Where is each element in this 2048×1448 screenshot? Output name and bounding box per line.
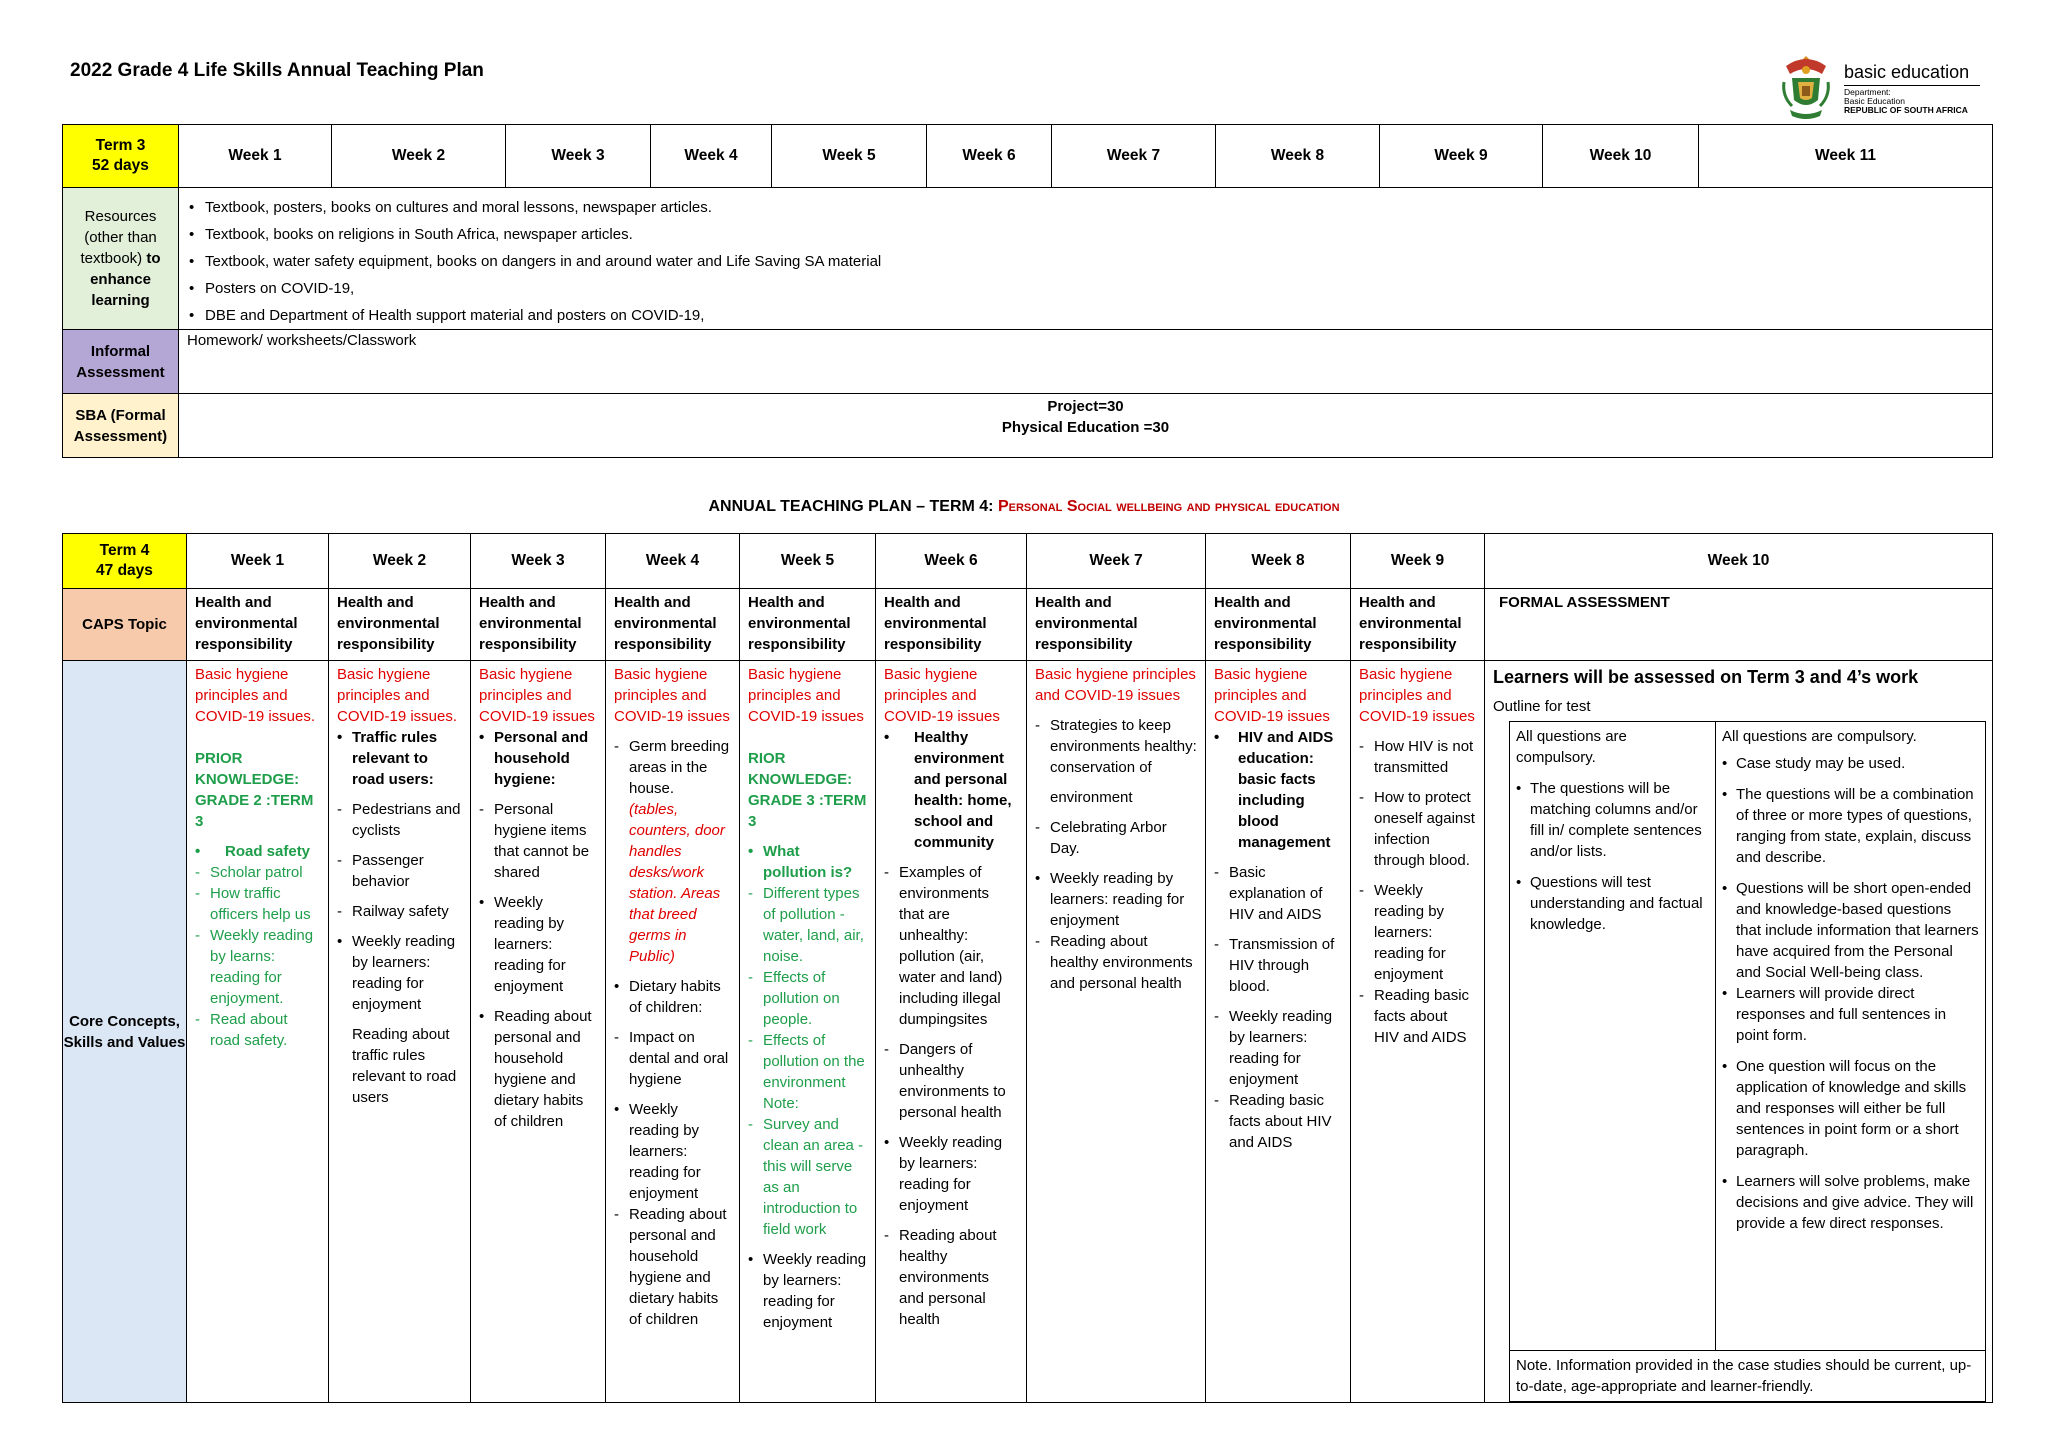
term3-week-header: Week 2: [332, 125, 506, 188]
term4-week-header: Week 9: [1351, 534, 1485, 589]
sba-label: SBA (Formal Assessment): [63, 394, 179, 458]
core-concepts-label: Core Concepts, Skills and Values: [63, 661, 187, 1403]
logo-divider: [1844, 85, 1980, 86]
page-title: 2022 Grade 4 Life Skills Annual Teaching Plan: [70, 60, 484, 81]
term4-week-header: Week 7: [1027, 534, 1206, 589]
term4-week-header: Week 6: [876, 534, 1027, 589]
term4-week-header: Week 10: [1485, 534, 1993, 589]
term3-week-header: Week 8: [1216, 125, 1380, 188]
week6-content: Basic hygiene principles and COVID-19 issues • Healthy environment and personal health: home, school and community - Examples of environments that are unhealthy: pollution (air, water and land) including illegal dumpingsites - Dangers of unhealthy environments to personal health • Weekly reading by learners: reading for enjoyment - Reading about healthy environments and personal health: [876, 661, 1027, 1403]
resources-content: [179, 188, 1993, 330]
informal-assessment-content: Homework/ worksheets/Classwork: [179, 330, 1993, 394]
test-outline-table: [1509, 721, 1986, 1402]
resource-item: • Textbook, books on religions in South Africa, newspaper articles.: [205, 221, 1992, 248]
week4-content: Basic hygiene principles and COVID-19 issues - Germ breeding areas in the house. (tables, counters, door handles desks/work station. Areas that breed germs in Public) • Dietary habits of children: - Impact on dental and oral hygiene • Weekly reading by learners: reading for enjoyment - Reading about personal and household hygiene and dietary habits of children: [606, 661, 740, 1403]
week5-content: Basic hygiene principles and COVID-19 issues RIOR KNOWLEDGE: GRADE 3 :TERM 3 • What pollution is? - Different types of pollution - water, land, air, noise. - Effects of pollution on people. - Effects of pollution on the environment Note: - Survey and clean an area - this will serve as an introduction to field work • Weekly reading by learners: reading for enjoyment: [740, 661, 876, 1403]
term4-label: Term 4 47 days: [63, 534, 187, 589]
term4-week-header: Week 1: [187, 534, 329, 589]
term4-week-header: Week 2: [329, 534, 471, 589]
term3-week-header: Week 4: [651, 125, 772, 188]
term3-week-header: Week 7: [1052, 125, 1216, 188]
term4-week-header: Week 4: [606, 534, 740, 589]
caps-topic: Health and environmental responsibility: [1351, 589, 1485, 661]
week10-formal-assessment: [1485, 661, 1993, 1403]
outline-right: All questions are compulsory. • Case study may be used. • The questions will be a combination of three or more types of questions, ranging from state, explain, discuss and describe. • Questions will be short open-ended and knowledge-based questions that include information that learners have acquired from the Personal and Social Well-being class. • Learners will provide direct responses and full sentences in point form. • One question will focus on the application of knowledge and skills and responses will either be full sentences in point form or a short paragraph. • Learners will solve problems, make decisions and give advice. They will provide a few direct responses.: [1716, 722, 1986, 1351]
caps-topic: Health and environmental responsibility: [1206, 589, 1351, 661]
caps-topic: Health and environmental responsibility: [1027, 589, 1206, 661]
term3-table: [62, 124, 1993, 458]
caps-topic-label: CAPS Topic: [63, 589, 187, 661]
caps-topic: Health and environmental responsibility: [876, 589, 1027, 661]
term3-week-header: Week 1: [179, 125, 332, 188]
caps-topic: Health and environmental responsibility: [329, 589, 471, 661]
outline-label: Outline for test: [1493, 698, 1591, 715]
week1-content: Basic hygiene principles and COVID-19 issues. PRIOR KNOWLEDGE: GRADE 2 :TERM 3 • Road safety - Scholar patrol - How traffic officers help us - Weekly reading by learns: reading for enjoyment. - Read about road safety.: [187, 661, 329, 1403]
caps-topic: Health and environmental responsibility: [740, 589, 876, 661]
term3-week-header: Week 11: [1699, 125, 1993, 188]
term3-week-header: Week 5: [772, 125, 927, 188]
sba-content: Project=30 Physical Education =30: [179, 394, 1993, 458]
outline-left: All questions are compulsory. • The questions will be matching columns and/or fill in/ complete sentences and/or lists. • Questions will test understanding and factual knowledge.: [1510, 722, 1716, 1351]
department-logo: [1778, 52, 1998, 124]
term3-week-header: Week 6: [927, 125, 1052, 188]
term4-week-header: Week 8: [1206, 534, 1351, 589]
term4-table: [62, 533, 1993, 1403]
term3-label: Term 3 52 days: [63, 125, 179, 188]
resource-item: • Posters on COVID-19,: [205, 275, 1992, 302]
resource-item: • Textbook, posters, books on cultures and moral lessons, newspaper articles.: [205, 194, 1992, 221]
term3-week-header: Week 3: [506, 125, 651, 188]
formal-assessment-heading: FORMAL ASSESSMENT: [1485, 589, 1993, 661]
week8-content: Basic hygiene principles and COVID-19 issues • HIV and AIDS education: basic facts including blood management - Basic explanation of HIV and AIDS - Transmission of HIV through blood. - Weekly reading by learners: reading for enjoyment - Reading basic facts about HIV and AIDS: [1206, 661, 1351, 1403]
resource-item: • Textbook, water safety equipment, books on dangers in and around water and Life Saving SA material: [205, 248, 1992, 275]
caps-topic: Health and environmental responsibility: [187, 589, 329, 661]
week2-content: Basic hygiene principles and COVID-19 issues. • Traffic rules relevant to road users: - Pedestrians and cyclists - Passenger behavior - Railway safety • Weekly reading by learners: reading for enjoyment Reading about traffic rules relevant to road users: [329, 661, 471, 1403]
term4-heading: ANNUAL TEACHING PLAN – TERM 4: Personal Social wellbeing and physical education: [708, 498, 1340, 515]
term3-week-header: Week 9: [1380, 125, 1543, 188]
assessment-title: Learners will be assessed on Term 3 and 4’s work: [1493, 667, 1919, 687]
week7-content: Basic hygiene principles and COVID-19 issues - Strategies to keep environments healthy: conservation of environment - Celebrating Arbor Day. • Weekly reading by learners: reading for enjoyment - Reading about healthy environments and personal health: [1027, 661, 1206, 1403]
resource-item: • DBE and Department of Health support material and posters on COVID-19,: [205, 302, 1992, 329]
outline-note: Note. Information provided in the case studies should be current, up-to-date, age-appropriate and learner-friendly.: [1510, 1351, 1986, 1402]
logo-title: basic education: [1844, 62, 1970, 82]
caps-topic: Health and environmental responsibility: [471, 589, 606, 661]
week9-content: Basic hygiene principles and COVID-19 issues - How HIV is not transmitted - How to protect oneself against infection through blood. - Weekly reading by learners: reading for enjoyment - Reading basic facts about HIV and AIDS: [1351, 661, 1485, 1403]
term3-week-header: Week 10: [1543, 125, 1699, 188]
coat-of-arms-icon: [1778, 52, 1834, 124]
informal-assessment-label: Informal Assessment: [63, 330, 179, 394]
week3-content: Basic hygiene principles and COVID-19 issues • Personal and household hygiene: - Personal hygiene items that cannot be shared • Weekly reading by learners: reading for enjoyment • Reading about personal and household hygiene and dietary habits of children: [471, 661, 606, 1403]
logo-subtitle: Department: Basic Education REPUBLIC OF SOUTH AFRICA: [1844, 87, 1968, 115]
caps-topic: Health and environmental responsibility: [606, 589, 740, 661]
resources-label: Resources (other than textbook) to enhance learning: [63, 188, 179, 330]
term4-week-header: Week 3: [471, 534, 606, 589]
term4-week-header: Week 5: [740, 534, 876, 589]
